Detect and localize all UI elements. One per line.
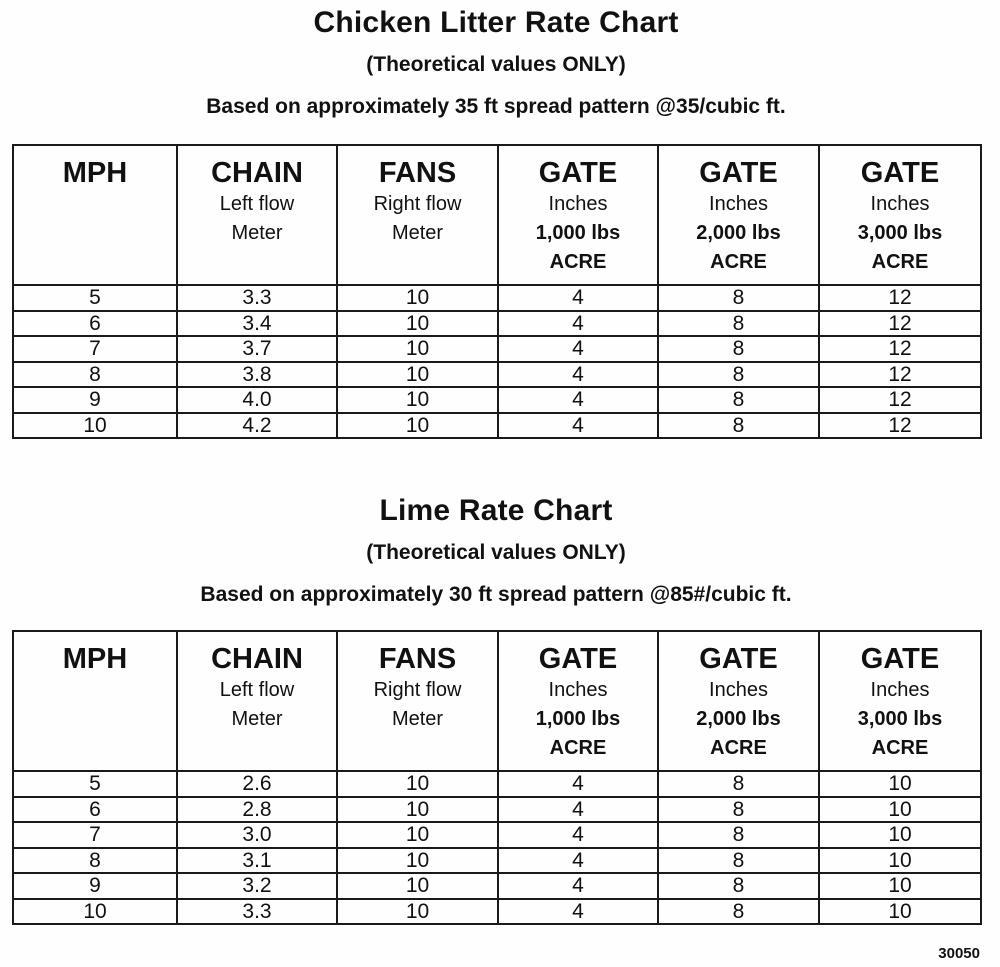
column-subtitle: 1,000 lbs	[535, 708, 621, 730]
cell-gate-2000: 8	[658, 413, 819, 439]
cell-chain: 3.4	[177, 311, 337, 337]
cell-chain: 4.2	[177, 413, 337, 439]
cell-chain: 3.3	[177, 899, 337, 925]
chart-basis: Based on approximately 30 ft spread pattern @85#/cubic ft.	[200, 583, 792, 606]
cell-gate-1000: 4	[498, 311, 658, 337]
column-subtitle: ACRE	[871, 737, 929, 759]
column-subtitle: Left flow	[219, 193, 295, 215]
cell-fans: 10	[337, 797, 498, 823]
cell-mph: 9	[13, 387, 177, 413]
table-row	[13, 387, 981, 413]
cell-chain: 3.1	[177, 848, 337, 874]
cell-gate-2000: 8	[658, 311, 819, 337]
cell-fans: 10	[337, 822, 498, 848]
cell-chain: 3.0	[177, 822, 337, 848]
cell-gate-1000: 4	[498, 873, 658, 899]
column-subtitle: Meter	[231, 708, 283, 730]
column-header-fans	[337, 631, 498, 771]
column-header-gate-2000	[658, 145, 819, 285]
chart-title: Lime Rate Chart	[379, 494, 613, 527]
column-subtitle: Left flow	[219, 679, 295, 701]
cell-mph: 10	[13, 899, 177, 925]
cell-gate-3000: 12	[819, 336, 981, 362]
column-subtitle: Meter	[391, 708, 444, 730]
column-subtitle: 2,000 lbs	[696, 708, 781, 730]
column-subtitle: Inches	[709, 679, 768, 701]
cell-chain: 3.8	[177, 362, 337, 388]
cell-mph: 8	[13, 362, 177, 388]
cell-fans: 10	[337, 387, 498, 413]
cell-gate-3000: 10	[819, 848, 981, 874]
table-row	[13, 797, 981, 823]
cell-fans: 10	[337, 336, 498, 362]
cell-chain: 3.7	[177, 336, 337, 362]
cell-fans: 10	[337, 899, 498, 925]
column-subtitle: ACRE	[549, 737, 607, 759]
column-subtitle: 3,000 lbs	[857, 708, 943, 730]
cell-chain: 2.8	[177, 797, 337, 823]
column-title: FANS	[378, 643, 457, 675]
column-subtitle: ACRE	[549, 251, 607, 273]
cell-fans: 10	[337, 362, 498, 388]
cell-gate-3000: 10	[819, 822, 981, 848]
cell-gate-3000: 10	[819, 873, 981, 899]
cell-mph: 7	[13, 336, 177, 362]
cell-fans: 10	[337, 285, 498, 311]
column-subtitle: Inches	[548, 193, 608, 215]
table-header-row	[13, 145, 981, 285]
column-subtitle: 2,000 lbs	[696, 222, 781, 244]
cell-gate-3000: 12	[819, 311, 981, 337]
cell-gate-2000: 8	[658, 848, 819, 874]
cell-gate-3000: 12	[819, 413, 981, 439]
cell-gate-1000: 4	[498, 336, 658, 362]
cell-gate-3000: 10	[819, 899, 981, 925]
column-title: FANS	[378, 157, 457, 189]
cell-gate-1000: 4	[498, 848, 658, 874]
chicken-litter-section	[12, 0, 980, 437]
cell-gate-2000: 8	[658, 797, 819, 823]
table-row	[13, 413, 981, 439]
cell-mph: 10	[13, 413, 177, 439]
cell-mph: 5	[13, 285, 177, 311]
chicken-litter-table	[12, 144, 982, 439]
cell-mph: 6	[13, 311, 177, 337]
column-header-mph	[13, 145, 177, 285]
table-row	[13, 899, 981, 925]
cell-fans: 10	[337, 311, 498, 337]
column-subtitle: ACRE	[710, 737, 767, 759]
table-row	[13, 873, 981, 899]
cell-chain: 4.0	[177, 387, 337, 413]
column-subtitle: Inches	[870, 679, 930, 701]
cell-gate-3000: 10	[819, 797, 981, 823]
table-row	[13, 771, 981, 797]
cell-gate-2000: 8	[658, 899, 819, 925]
chart-subtitle: (Theoretical values ONLY)	[366, 541, 626, 564]
cell-gate-1000: 4	[498, 387, 658, 413]
column-header-chain	[177, 145, 337, 285]
cell-gate-1000: 4	[498, 771, 658, 797]
column-title: GATE	[699, 157, 778, 189]
cell-gate-2000: 8	[658, 387, 819, 413]
cell-gate-2000: 8	[658, 771, 819, 797]
column-header-gate-3000	[819, 145, 981, 285]
column-header-gate-1000	[498, 145, 658, 285]
cell-mph: 6	[13, 797, 177, 823]
cell-gate-2000: 8	[658, 362, 819, 388]
column-title: CHAIN	[211, 157, 303, 189]
lime-table	[12, 630, 982, 925]
cell-fans: 10	[337, 771, 498, 797]
cell-chain: 3.2	[177, 873, 337, 899]
cell-mph: 5	[13, 771, 177, 797]
cell-gate-1000: 4	[498, 899, 658, 925]
lime-section	[12, 488, 980, 923]
column-title: GATE	[860, 643, 940, 675]
column-subtitle: 3,000 lbs	[857, 222, 943, 244]
cell-gate-3000: 10	[819, 771, 981, 797]
cell-gate-2000: 8	[658, 822, 819, 848]
table-row	[13, 848, 981, 874]
cell-gate-3000: 12	[819, 285, 981, 311]
cell-gate-1000: 4	[498, 822, 658, 848]
cell-gate-1000: 4	[498, 413, 658, 439]
table-row	[13, 311, 981, 337]
cell-fans: 10	[337, 413, 498, 439]
cell-gate-2000: 8	[658, 285, 819, 311]
cell-gate-3000: 12	[819, 387, 981, 413]
cell-gate-2000: 8	[658, 336, 819, 362]
chart-basis: Based on approximately 35 ft spread pattern @35/cubic ft.	[206, 95, 786, 118]
part-number: 30050	[938, 945, 980, 962]
column-header-gate-2000	[658, 631, 819, 771]
column-subtitle: ACRE	[871, 251, 929, 273]
column-subtitle: Right flow	[373, 679, 462, 701]
column-title: MPH	[62, 157, 128, 189]
column-header-mph	[13, 631, 177, 771]
column-header-fans	[337, 145, 498, 285]
column-title: GATE	[699, 643, 778, 675]
column-title: MPH	[62, 643, 128, 675]
cell-gate-1000: 4	[498, 285, 658, 311]
column-subtitle: Right flow	[373, 193, 462, 215]
cell-gate-1000: 4	[498, 362, 658, 388]
cell-fans: 10	[337, 873, 498, 899]
cell-gate-2000: 8	[658, 873, 819, 899]
column-subtitle: Inches	[870, 193, 930, 215]
cell-chain: 2.6	[177, 771, 337, 797]
column-title: GATE	[538, 157, 618, 189]
column-subtitle: Inches	[548, 679, 608, 701]
column-subtitle: ACRE	[710, 251, 767, 273]
column-subtitle: Meter	[231, 222, 283, 244]
cell-gate-1000: 4	[498, 797, 658, 823]
column-header-gate-3000	[819, 631, 981, 771]
column-subtitle: Meter	[391, 222, 444, 244]
cell-fans: 10	[337, 848, 498, 874]
chart-subtitle: (Theoretical values ONLY)	[366, 53, 626, 76]
cell-chain: 3.3	[177, 285, 337, 311]
column-header-chain	[177, 631, 337, 771]
cell-mph: 8	[13, 848, 177, 874]
column-title: GATE	[538, 643, 618, 675]
table-row	[13, 362, 981, 388]
column-title: GATE	[860, 157, 940, 189]
column-subtitle: 1,000 lbs	[535, 222, 621, 244]
cell-mph: 7	[13, 822, 177, 848]
table-row	[13, 822, 981, 848]
column-header-gate-1000	[498, 631, 658, 771]
column-subtitle: Inches	[709, 193, 768, 215]
chart-title: Chicken Litter Rate Chart	[313, 6, 679, 39]
column-title: CHAIN	[211, 643, 303, 675]
cell-mph: 9	[13, 873, 177, 899]
cell-gate-3000: 12	[819, 362, 981, 388]
table-header-row	[13, 631, 981, 771]
table-row	[13, 336, 981, 362]
table-row	[13, 285, 981, 311]
